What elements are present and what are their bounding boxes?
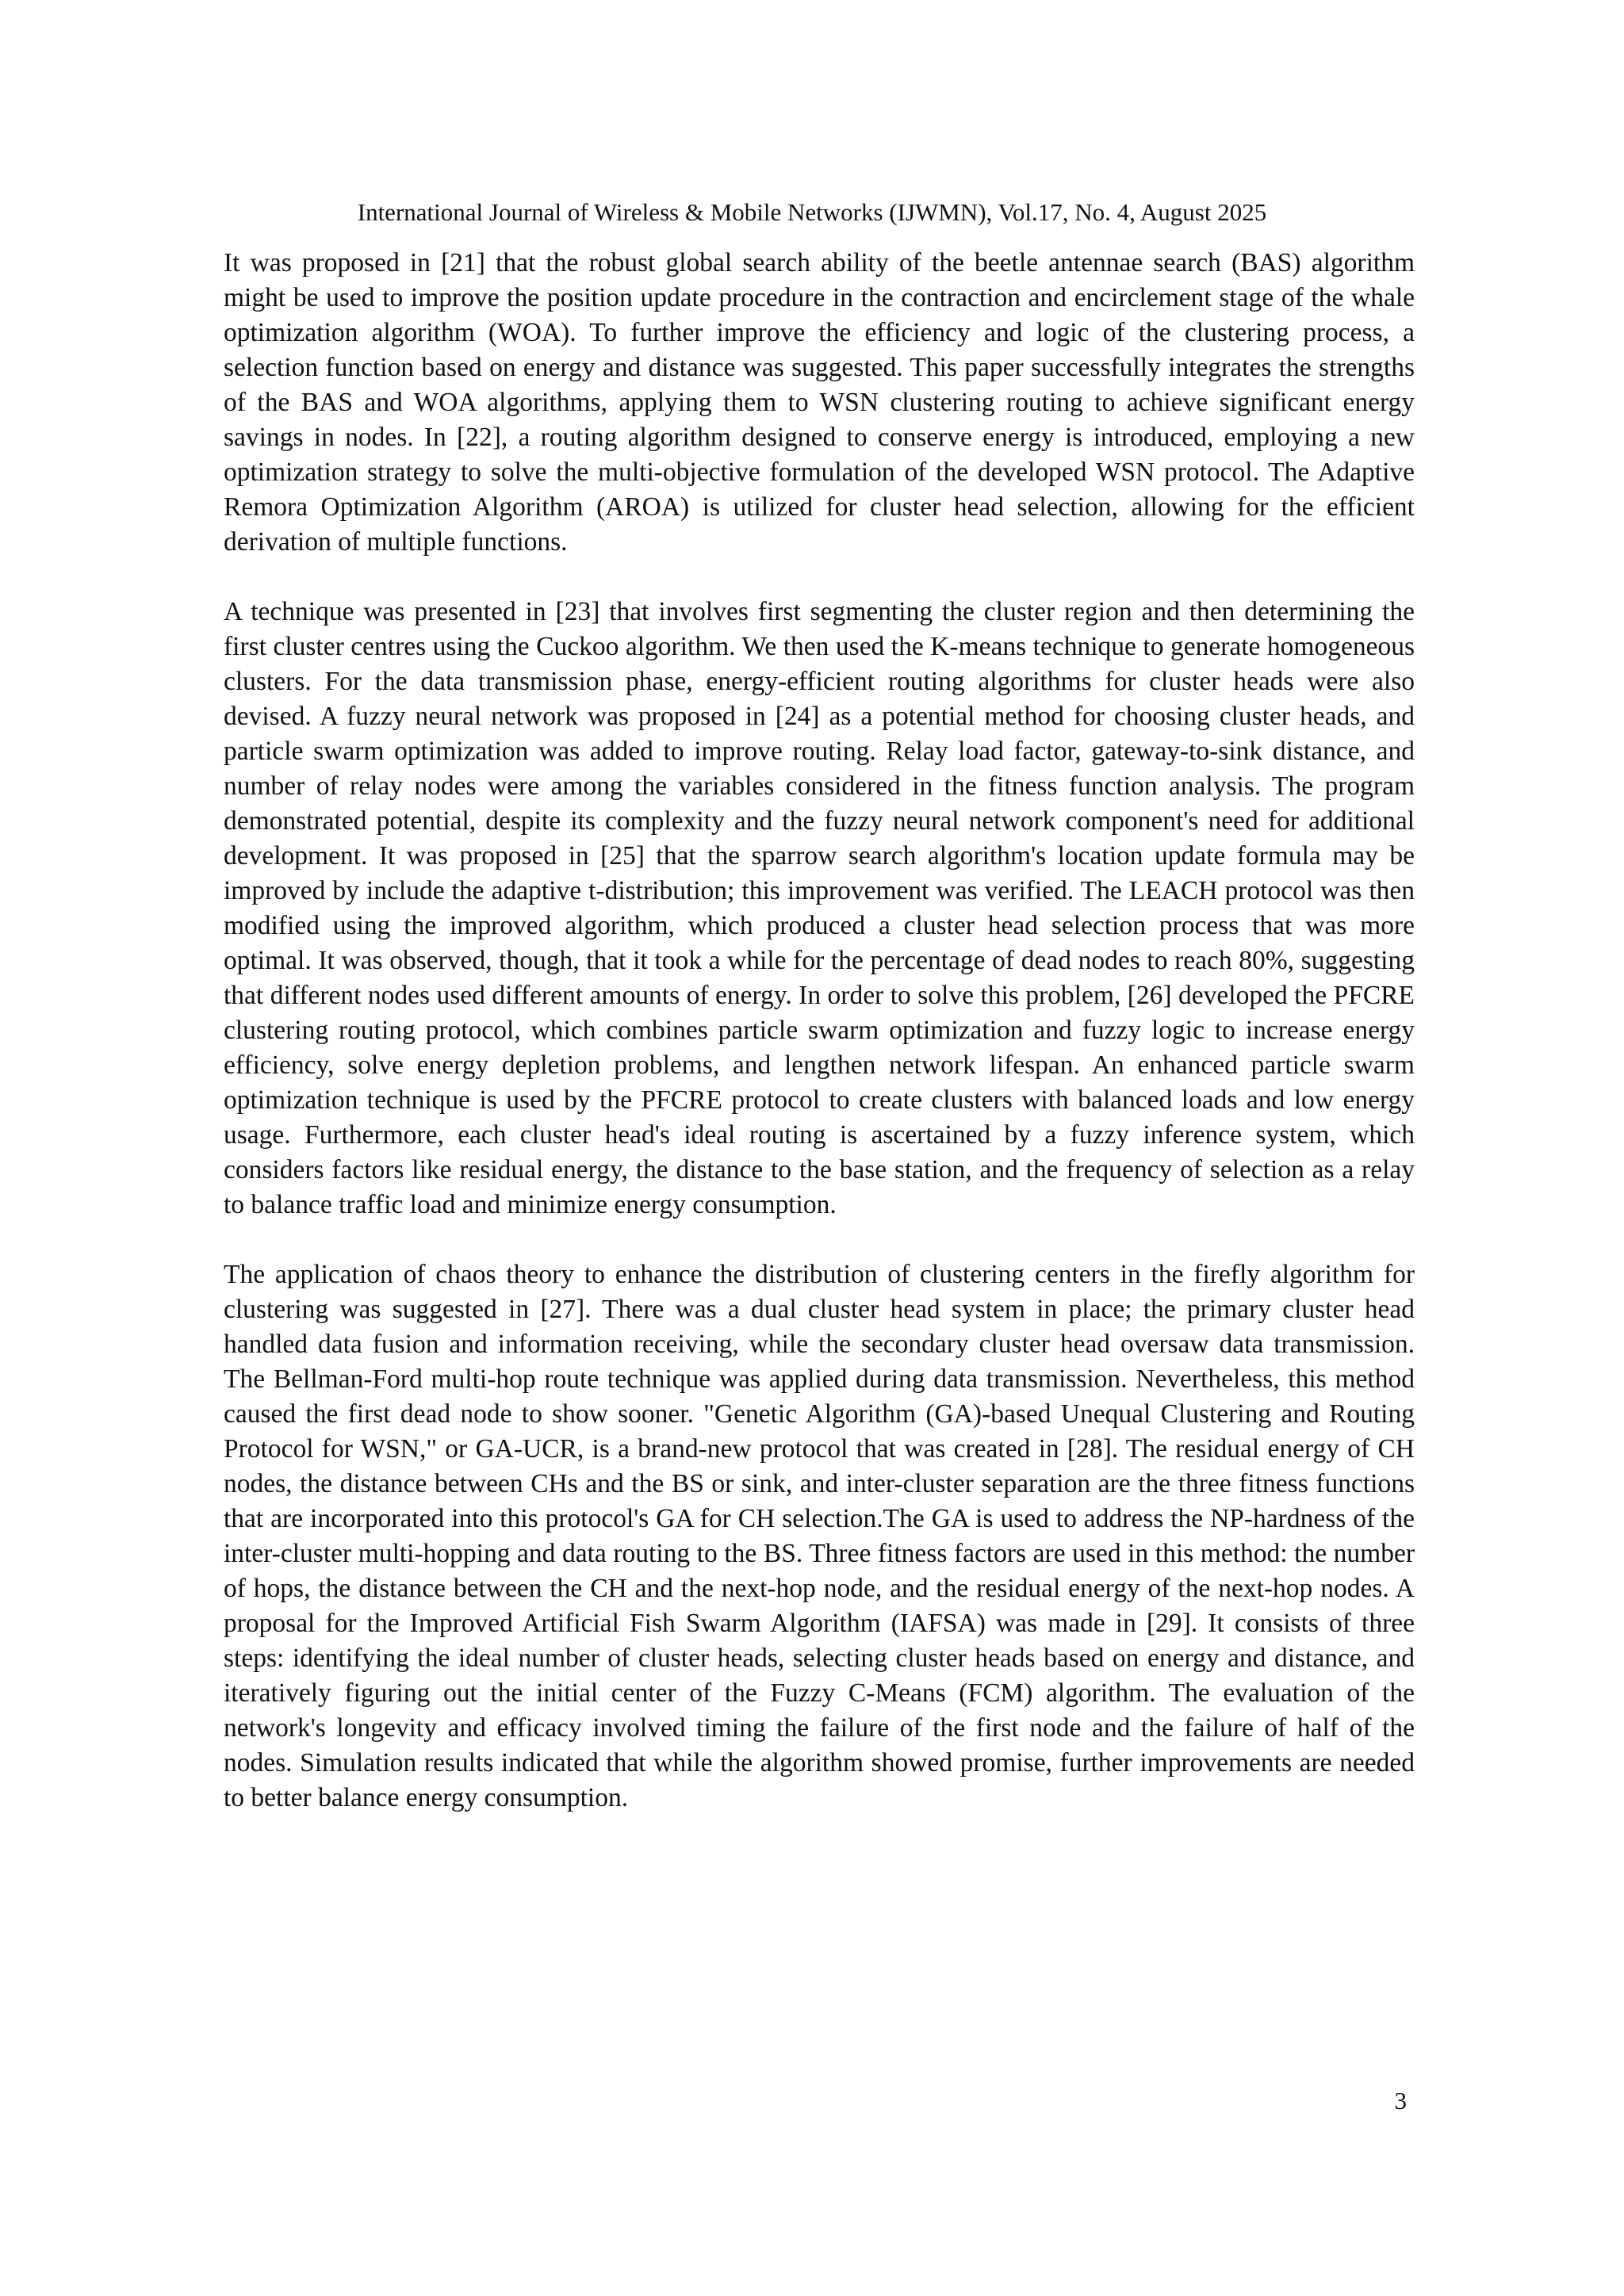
paragraph-2: A technique was presented in [23] that involves first segmenting the cluster region and then determining the first cluster centres using the Cuckoo algorithm. We then used the K-means technique to generate homogeneous clusters. For the data transmission phase, energy-efficient routing algorithms for cluster heads were also devised. A fuzzy neural network was proposed in [24] as a potential method for choosing cluster heads, and particle swarm optimization was added to improve routing. Relay load factor, gateway-to-sink distance, and number of relay nodes were among the variables considered in the fitness function analysis. The program demonstrated potential, despite its complexity and the fuzzy neural network component's need for additional development. It was proposed in [25] that the sparrow search algorithm's location update formula may be improved by include the adaptive t-distribution; this improvement was verified. The LEACH protocol was then modified using the improved algorithm, which produced a cluster head selection process that was more optimal. It was observed, though, that it took a while for the percentage of dead nodes to reach 80%, suggesting that different nodes used different amounts of energy. In order to solve this problem, [26] developed the PFCRE clustering routing protocol, which combines particle swarm optimization and fuzzy logic to increase energy efficiency, solve energy depletion problems, and lengthen network lifespan. An enhanced particle swarm optimization technique is used by the PFCRE protocol to create clusters with balanced loads and low energy usage. Furthermore, each cluster head's ideal routing is ascertained by a fuzzy inference system, which considers factors like residual energy, the distance to the base station, and the frequency of selection as a relay to balance traffic load and minimize energy consumption. (224, 597, 1415, 1219)
running-header: International Journal of Wireless & Mobile Networks (IJWMN), Vol.17, No. 4, August 2025 (357, 198, 1267, 226)
paragraph-1: It was proposed in [21] that the robust global search ability of the beetle antennae search (BAS) algorithm might be used to improve the position update procedure in the contraction and encirclement stage of the whale optimization algorithm (WOA). To further improve the efficiency and logic of the clustering process, a selection function based on energy and distance was suggested. This paper successfully integrates the strengths of the BAS and WOA algorithms, applying them to WSN clustering routing to achieve significant energy savings in nodes. In [22], a routing algorithm designed to conserve energy is introduced, employing a new optimization strategy to solve the multi-objective formulation of the developed WSN protocol. The Adaptive Remora Optimization Algorithm (AROA) is utilized for cluster head selection, allowing for the efficient derivation of multiple functions. (224, 248, 1415, 557)
body-text (224, 246, 1415, 1850)
page-number: 3 (1394, 2087, 1407, 2114)
paragraph-3: The application of chaos theory to enhance the distribution of clustering centers in the firefly algorithm for clustering was suggested in [27]. There was a dual cluster head system in place; the primary cluster head handled data fusion and information receiving, while the secondary cluster head oversaw data transmission. The Bellman-Ford multi-hop route technique was applied during data transmission. Nevertheless, this method caused the first dead node to show sooner. "Genetic Algorithm (GA)-based Unequal Clustering and Routing Protocol for WSN," or GA-UCR, is a brand-new protocol that was created in [28]. The residual energy of CH nodes, the distance between CHs and the BS or sink, and inter-cluster separation are the three fitness functions that are incorporated into this protocol's GA for CH selection.The GA is used to address the NP-hardness of the inter-cluster multi-hopping and data routing to the BS. Three fitness factors are used in this method: the number of hops, the distance between the CH and the next-hop node, and the residual energy of the next-hop nodes. A proposal for the Improved Artificial Fish Swarm Algorithm (IAFSA) was made in [29]. It consists of three steps: identifying the ideal number of cluster heads, selecting cluster heads based on energy and distance, and iteratively figuring out the initial center of the Fuzzy C-Means (FCM) algorithm. The evaluation of the network's longevity and efficacy involved timing the failure of the first node and the failure of half of the nodes. Simulation results indicated that while the algorithm showed promise, further improvements are needed to better balance energy consumption. (224, 1260, 1415, 1812)
